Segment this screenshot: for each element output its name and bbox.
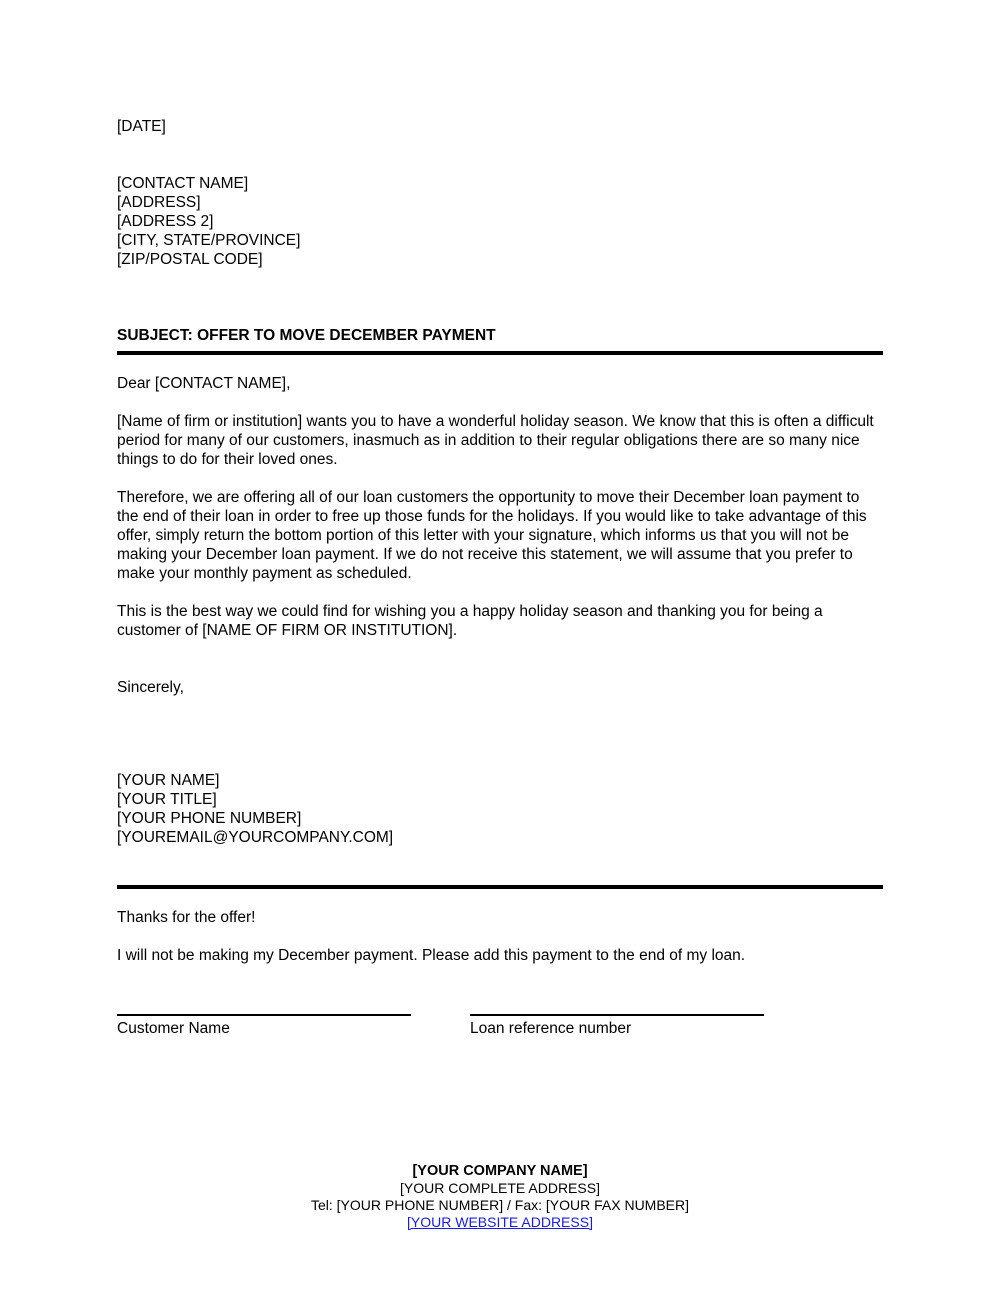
closing-salutation: Sincerely,	[117, 679, 184, 696]
website-link[interactable]: [YOUR WEBSITE ADDRESS]	[407, 1214, 593, 1230]
greeting: Dear [CONTACT NAME],	[117, 375, 291, 392]
footer-tel-fax: Tel: [YOUR PHONE NUMBER] / Fax: [YOUR FAX NUMBER]	[310, 1197, 690, 1213]
recipient-line-zip: [ZIP/POSTAL CODE]	[117, 251, 263, 268]
loan-reference-field	[470, 1014, 764, 1038]
company-footer	[0, 1163, 1000, 1231]
reply-statement: I will not be making my December payment. Please add this payment to the end of my loan.	[117, 947, 746, 964]
recipient-address-block	[117, 174, 883, 269]
signature-fields-row	[117, 1014, 883, 1038]
date-placeholder: [DATE]	[117, 118, 166, 135]
sender-line-phone: [YOUR PHONE NUMBER]	[117, 810, 302, 827]
footer-company-name: [YOUR COMPANY NAME]	[412, 1163, 588, 1179]
recipient-line-contact-name: [CONTACT NAME]	[117, 175, 249, 192]
sender-line-name: [YOUR NAME]	[117, 772, 220, 789]
reply-acknowledgement: Thanks for the offer!	[117, 909, 256, 926]
sender-line-email: [YOUREMAIL@YOURCOMPANY.COM]	[117, 829, 394, 846]
body-paragraph-1: [Name of firm or institution] wants you to have a wonderful holiday season. We know that this is often a difficult period for many of our customers, inasmuch as in addition to their regular obligations there are so many nice things to do for their loved ones.	[117, 413, 874, 468]
subject-divider-rule	[117, 351, 883, 355]
customer-name-signature-line	[117, 1014, 411, 1016]
customer-name-label: Customer Name	[117, 1020, 230, 1037]
subject-heading: SUBJECT: OFFER TO MOVE DECEMBER PAYMENT	[117, 327, 496, 344]
sender-line-title: [YOUR TITLE]	[117, 791, 217, 808]
recipient-line-city-state: [CITY, STATE/PROVINCE]	[117, 232, 301, 249]
tear-off-divider-rule	[117, 885, 883, 889]
recipient-line-address2: [ADDRESS 2]	[117, 213, 214, 230]
body-paragraph-2: Therefore, we are offering all of our loan customers the opportunity to move their December loan payment to the end of their loan in order to free up those funds for the holidays. If you would like to take advantage of this offer, simply return the bottom portion of this letter with your signature, which informs us that you will not be making your December loan payment. If we do not receive this statement, we will assume that you prefer to make your monthly payment as scheduled.	[117, 489, 867, 582]
recipient-line-address: [ADDRESS]	[117, 194, 201, 211]
sender-signature-block	[117, 771, 883, 847]
body-paragraph-3: This is the best way we could find for wishing you a happy holiday season and thanking you for being a customer of [NAME OF FIRM OR INSTITUTION].	[117, 603, 823, 639]
footer-address: [YOUR COMPLETE ADDRESS]	[400, 1180, 600, 1196]
customer-name-field	[117, 1014, 411, 1038]
loan-reference-signature-line	[470, 1014, 764, 1016]
loan-reference-label: Loan reference number	[470, 1020, 632, 1037]
